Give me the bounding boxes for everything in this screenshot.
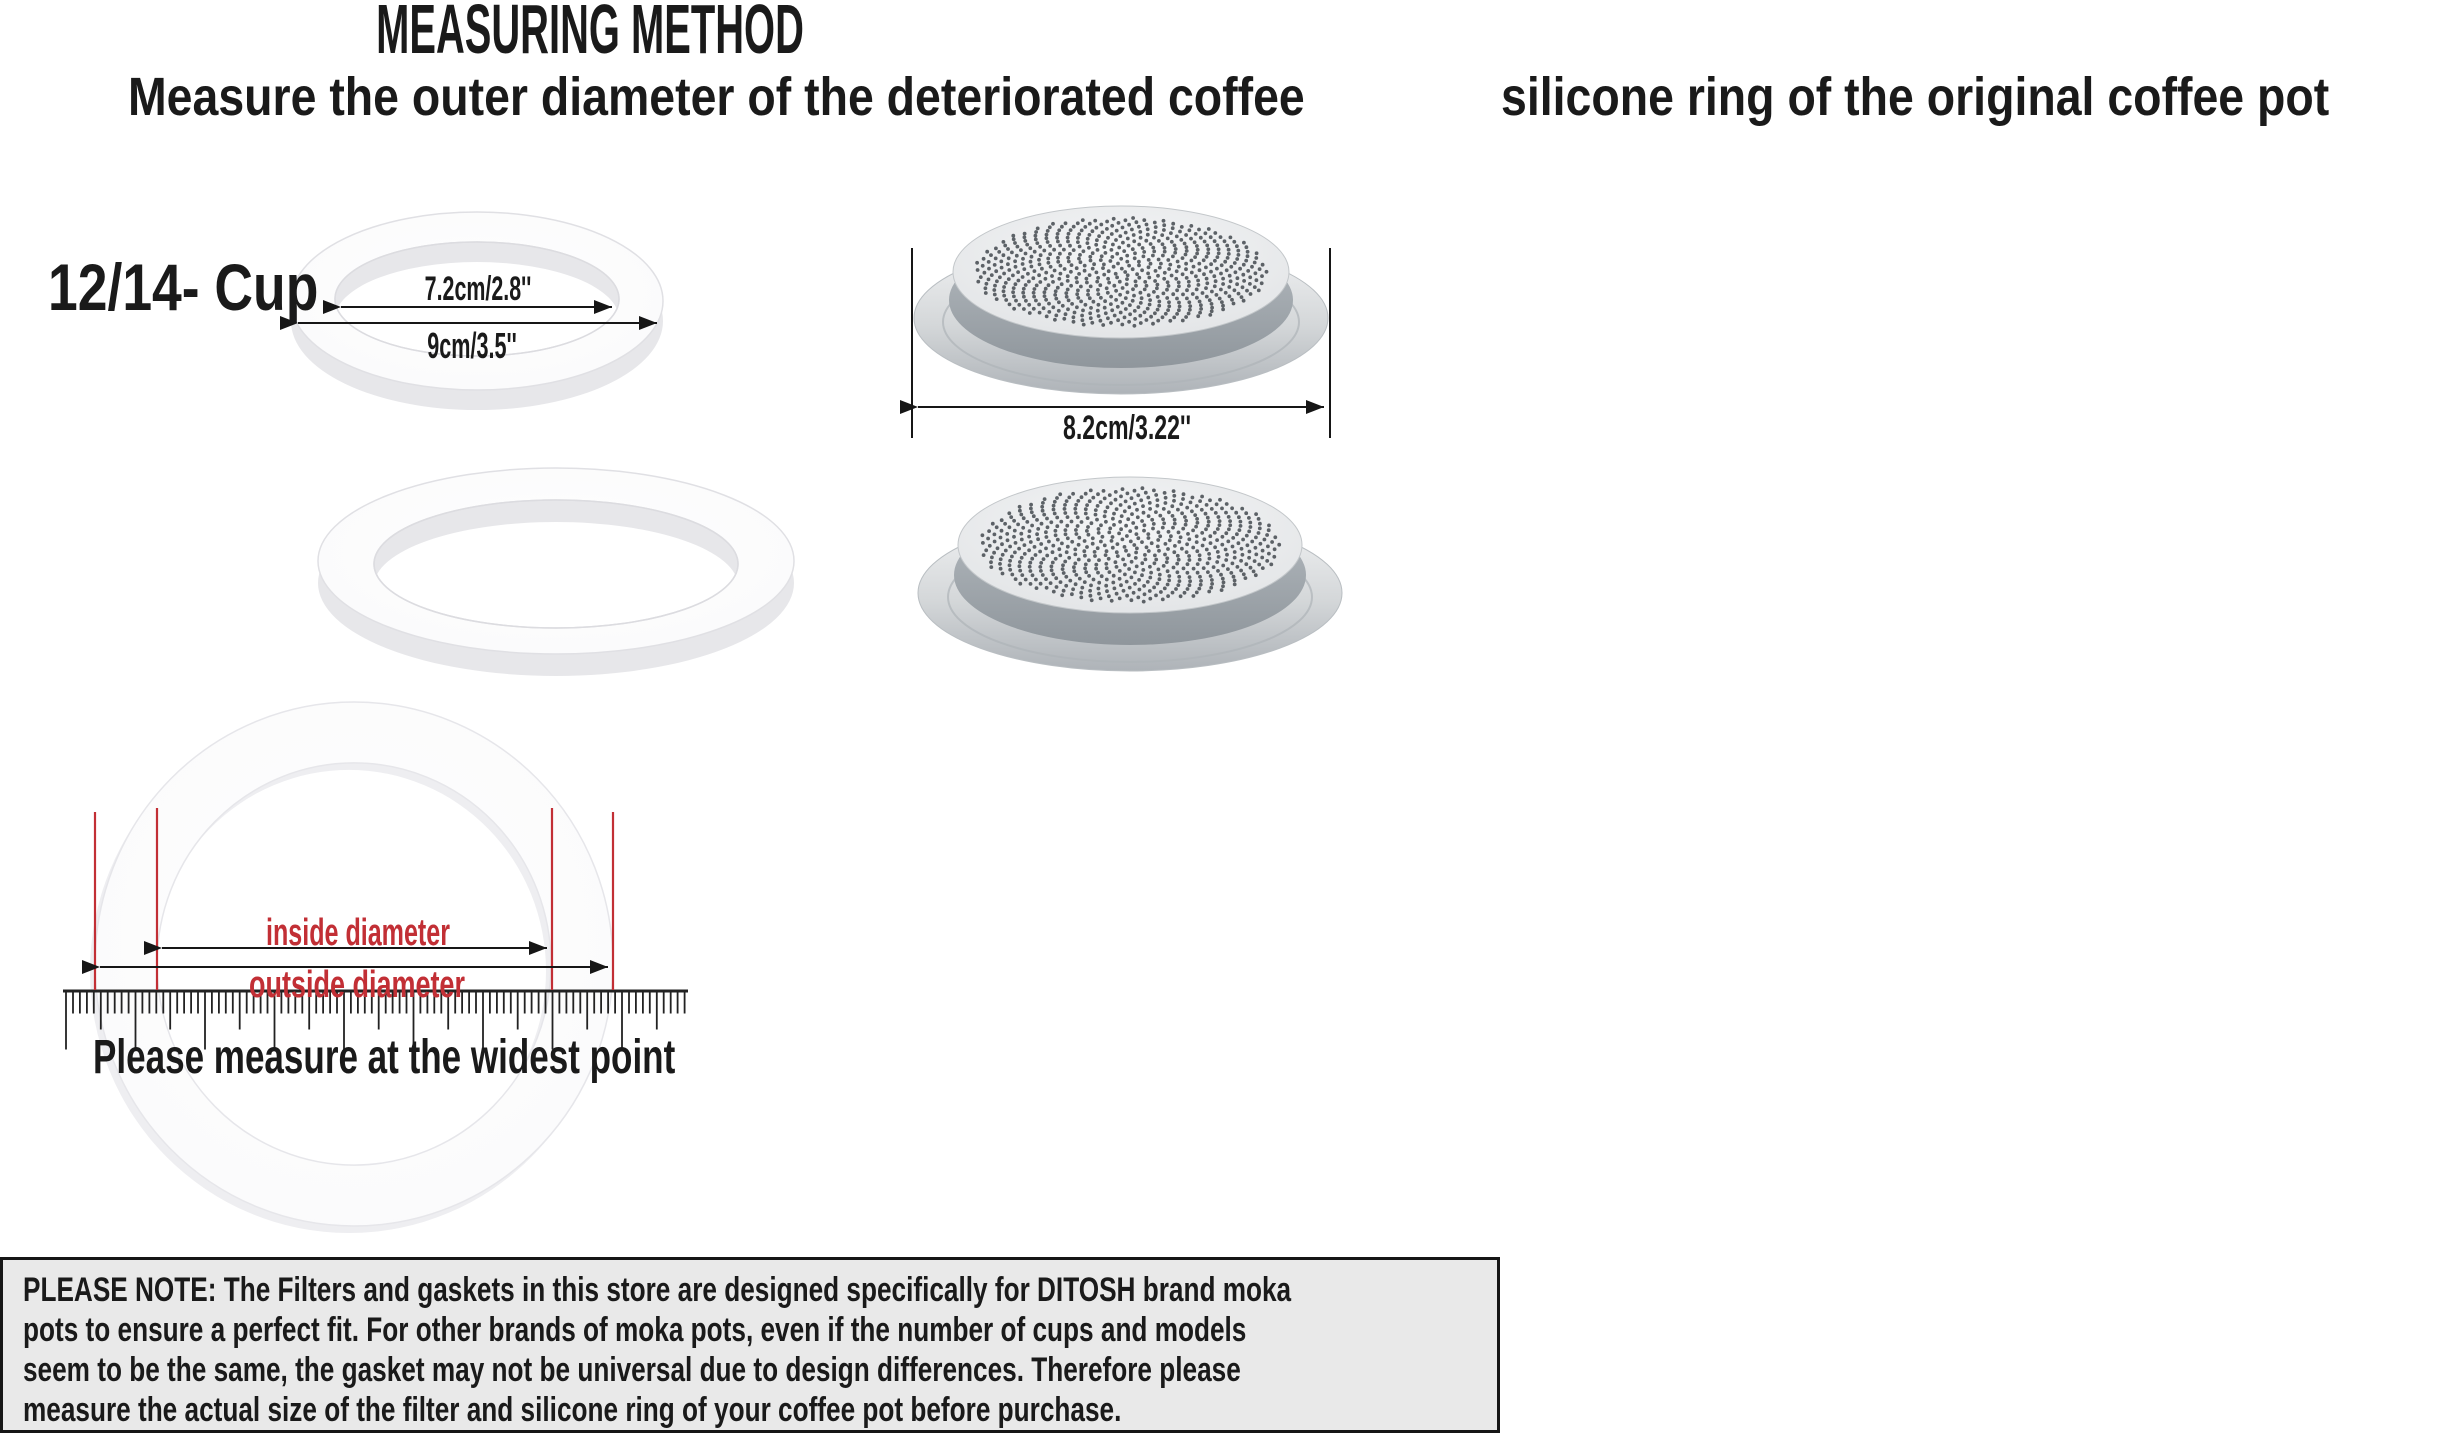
- subtitle-line-2: silicone ring of the original coffee pot: [1500, 67, 2330, 127]
- page-title: MEASURING METHOD: [376, 0, 804, 68]
- middle-gasket-illustration: [318, 468, 794, 676]
- page-subtitle: [128, 67, 2464, 127]
- gasket-inner-measurement-label: 7.2cm/2.8'': [424, 270, 532, 308]
- measure-caption: Please measure at the widest point: [93, 1031, 676, 1084]
- note-line-4: measure the actual size of the filter and silicone ring of your coffee pot before purchase.: [23, 1391, 1122, 1429]
- bottom-filter-illustration: [918, 477, 1342, 671]
- outside-diameter-label: outside diameter: [249, 964, 465, 1006]
- note-line-2: pots to ensure a perfect fit. For other brands of moka pots, even if the number of cups and models: [23, 1311, 1247, 1349]
- subtitle-line-1: Measure the outer diameter of the deteriorated coffee: [128, 67, 1305, 127]
- inside-diameter-label: inside diameter: [266, 912, 450, 954]
- cup-size-label: 12/14- Cup: [48, 250, 319, 324]
- note-box: [0, 1257, 1500, 1433]
- note-line-1: PLEASE NOTE: The Filters and gaskets in this store are designed specifically for DITOSH brand moka: [23, 1271, 1292, 1309]
- filter-measurement-label: 8.2cm/3.22'': [1063, 409, 1191, 447]
- top-filter-illustration: [914, 206, 1328, 394]
- gasket-outer-measurement-label: 9cm/3.5'': [427, 325, 517, 366]
- top-gasket-illustration: [291, 212, 663, 410]
- note-line-3: seem to be the same, the gasket may not be universal due to design differences. Therefore please: [23, 1351, 1241, 1389]
